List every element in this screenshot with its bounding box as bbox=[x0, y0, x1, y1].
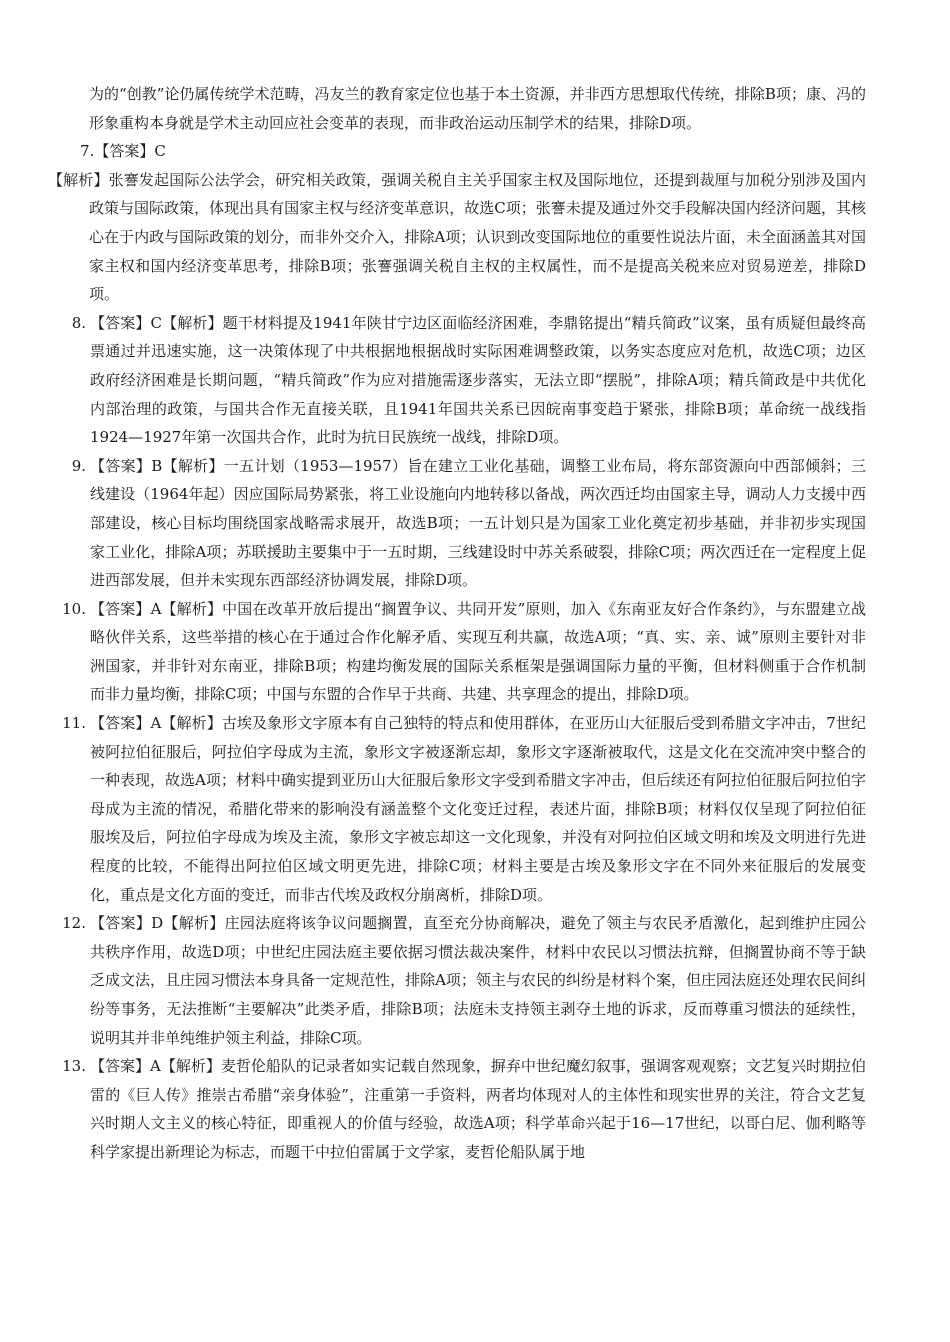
analysis-text: 题干材料提及1941年陕甘宁边区面临经济困难，李鼎铭提出“精兵简政”议案，虽有质疑但最终高票通过并迅速实施，这一决策体现了中共根据地根据战时实际困难调整政策，以务实态度应对危机，故选C项；边区政府经济困难是长期问题，“精兵简政”作为应对措施需逐步落实，无法立即“摆脱”，排除A项；精兵简政是中共优化内部治理的政策，与国共合作无直接关联，且1941年国共关系已因皖南事变趋于紧张，排除B项；革命统一战线指1924—1927年第一次国共合作，此时为抗日民族统一战线，排除D项。 bbox=[90, 313, 866, 447]
analysis-text: 中国在改革开放后提出“搁置争议、共同开发”原则，加入《东南亚友好合作条约》，与东盟建立战略伙伴关系，这些举措的核心在于通过合作化解矛盾、实现互利共赢，故选A项；“真、实、亲、诚”原则主要针对非洲国家，并非针对东南亚，排除B项；构建均衡发展的国际关系框架是强调国际力量的平衡，但材料侧重于合作机制而非力量均衡，排除C项；中国与东盟的合作早于共商、共建、共享理念的提出，排除D项。 bbox=[90, 599, 866, 704]
analysis-label: 【解析】 bbox=[48, 170, 109, 189]
answer-item-7 bbox=[48, 137, 866, 309]
analysis-label: 【解析】 bbox=[160, 1057, 221, 1076]
answer-label: 【答案】 bbox=[90, 599, 151, 618]
analysis-paragraph-7 bbox=[48, 166, 866, 309]
answer-value: A bbox=[150, 599, 162, 618]
answer-item-9 bbox=[42, 452, 866, 595]
answer-value: A bbox=[150, 1057, 161, 1076]
analysis-text: 庄园法庭将该争议问题搁置，直至充分协商解决，避免了领主与农民矛盾激化，起到维护庄园公共秩序作用，故选D项；中世纪庄园法庭主要依据习惯法裁决案件，材料中农民以习惯法抗辩，但搁置协商不等于缺乏成文法，且庄园习惯法本身具备一定规范性，排除A项；领主与农民的纠纷是材料个案，但庄园法庭还处理农民间纠纷等事务，无法推断“主要解决”此类矛盾，排除B项；法庭未支持领主剥夺土地的诉求，反而尊重习惯法的延续性，说明其并非单纯维护领主利益，排除C项。 bbox=[90, 914, 866, 1047]
answer-value: A bbox=[150, 714, 162, 733]
answer-value: C bbox=[154, 142, 166, 161]
intro-paragraph: 为的“创教”论仍属传统学术范畴，冯友兰的教育家定位也基于本土资源，并非西方思想取代传统，排除B项；康、冯的形象重构本身就是学术主动回应社会变革的表现，而非政治运动压制学术的结果，排除D项。 bbox=[89, 85, 866, 132]
answer-label: 【答案】 bbox=[90, 914, 152, 933]
analysis-label: 【解析】 bbox=[161, 599, 223, 618]
item-number: 11. bbox=[62, 714, 86, 733]
item-number: 12. bbox=[62, 914, 86, 933]
answer-item-12 bbox=[42, 909, 866, 1052]
analysis-text: 麦哲伦船队的记录者如实记载自然现象，摒弃中世纪魔幻叙事，强调客观观察；文艺复兴时期拉伯雷的《巨人传》推崇古希腊“亲身体验”，注重第一手资料，两者均体现对人的主体性和现实世界的关注，符合文艺复兴时期人文主义的核心特征，即重视人的价值与经验，故选A项；科学革命兴起于16—17世纪，以哥白尼、伽利略等科学家提出新理论为标志，而题干中拉伯雷属于文学家，麦哲伦船队属于地 bbox=[90, 1057, 866, 1161]
item-number: 7. bbox=[80, 142, 95, 161]
answer-item-13 bbox=[42, 1052, 866, 1166]
answer-value: C bbox=[150, 313, 162, 332]
answer-item-10 bbox=[42, 595, 866, 709]
answer-line-7 bbox=[80, 137, 866, 166]
answer-label: 【答案】 bbox=[90, 313, 151, 332]
answer-value: D bbox=[151, 914, 164, 933]
analysis-text: 张謇发起国际公法学会，研究相关政策，强调关税自主关乎国家主权及国际地位，还提到裁厘与加税分别涉及国内政策与国际政策，体现出具有国家主权与经济变革意识，故选C项；张謇未提及通过外交手段解决国内经济问题，其核心在于内政与国际政策的划分，而非外交介入，排除A项；认识到改变国际地位的重要性说法片面，未全面涵盖其对国家主权和国内经济变革思考，排除B项；张謇强调关税自主权的主权属性，而不是提高关税来应对贸易逆差，排除D项。 bbox=[89, 170, 866, 304]
analysis-label: 【解析】 bbox=[161, 714, 222, 733]
item-number: 9. bbox=[71, 456, 86, 475]
item-number: 10. bbox=[62, 599, 86, 618]
analysis-label: 【解析】 bbox=[161, 313, 223, 332]
analysis-label: 【解析】 bbox=[162, 456, 224, 475]
answer-label: 【答案】 bbox=[94, 142, 155, 161]
item-number: 8. bbox=[71, 313, 86, 332]
answer-label: 【答案】 bbox=[90, 1057, 151, 1076]
answer-item-11 bbox=[42, 709, 866, 909]
analysis-text: 一五计划（1953—1957）旨在建立工业化基础，调整工业布局，将东部资源向中西部倾斜；三线建设（1964年起）因应国际局势紧张，将工业设施向内地转移以备战，两次西迁均由国家主导，调动人力支援中西部建设，核心目标均围绕国家战略需求展开，故选B项；一五计划只是为国家工业化奠定初步基础，并非初步实现国家工业化，排除A项；苏联援助主要集中于一五时期，三线建设时中苏关系破裂，排除C项；两次西迁在一定程度上促进西部发展，但并未实现东西部经济协调发展，排除D项。 bbox=[90, 456, 866, 590]
answer-value: B bbox=[151, 456, 163, 475]
answer-item-8 bbox=[42, 309, 866, 452]
answer-label: 【答案】 bbox=[90, 714, 151, 733]
analysis-label: 【解析】 bbox=[163, 914, 225, 933]
item-number: 13. bbox=[62, 1057, 86, 1076]
analysis-text: 古埃及象形文字原本有自己独特的特点和使用群体，在亚历山大征服后受到希腊文字冲击，7世纪被阿拉伯征服后，阿拉伯字母成为主流，象形文字被逐渐忘却，象形文字逐渐被取代，这是文化在交流冲突中整合的一种表现，故选A项；材料中确实提到亚历山大征服后象形文字受到希腊文字冲击，但后续还有阿拉伯征服后阿拉伯字母成为主流的情况，希腊化带来的影响没有涵盖整个文化变迁过程，表述片面，排除B项；材料仅仅呈现了阿拉伯征服埃及后，阿拉伯字母成为埃及主流，象形文字被忘却这一文化现象，并没有对阿拉伯区域文明和埃及文明进行先进程度的比较，不能得出阿拉伯区域文明更先进，排除C项；材料主要是古埃及象形文字在不同外来征服后的发展变化，重点是文化方面的变迁，而非古代埃及政权分崩离析，排除D项。 bbox=[90, 714, 866, 904]
answer-label: 【答案】 bbox=[90, 456, 152, 475]
